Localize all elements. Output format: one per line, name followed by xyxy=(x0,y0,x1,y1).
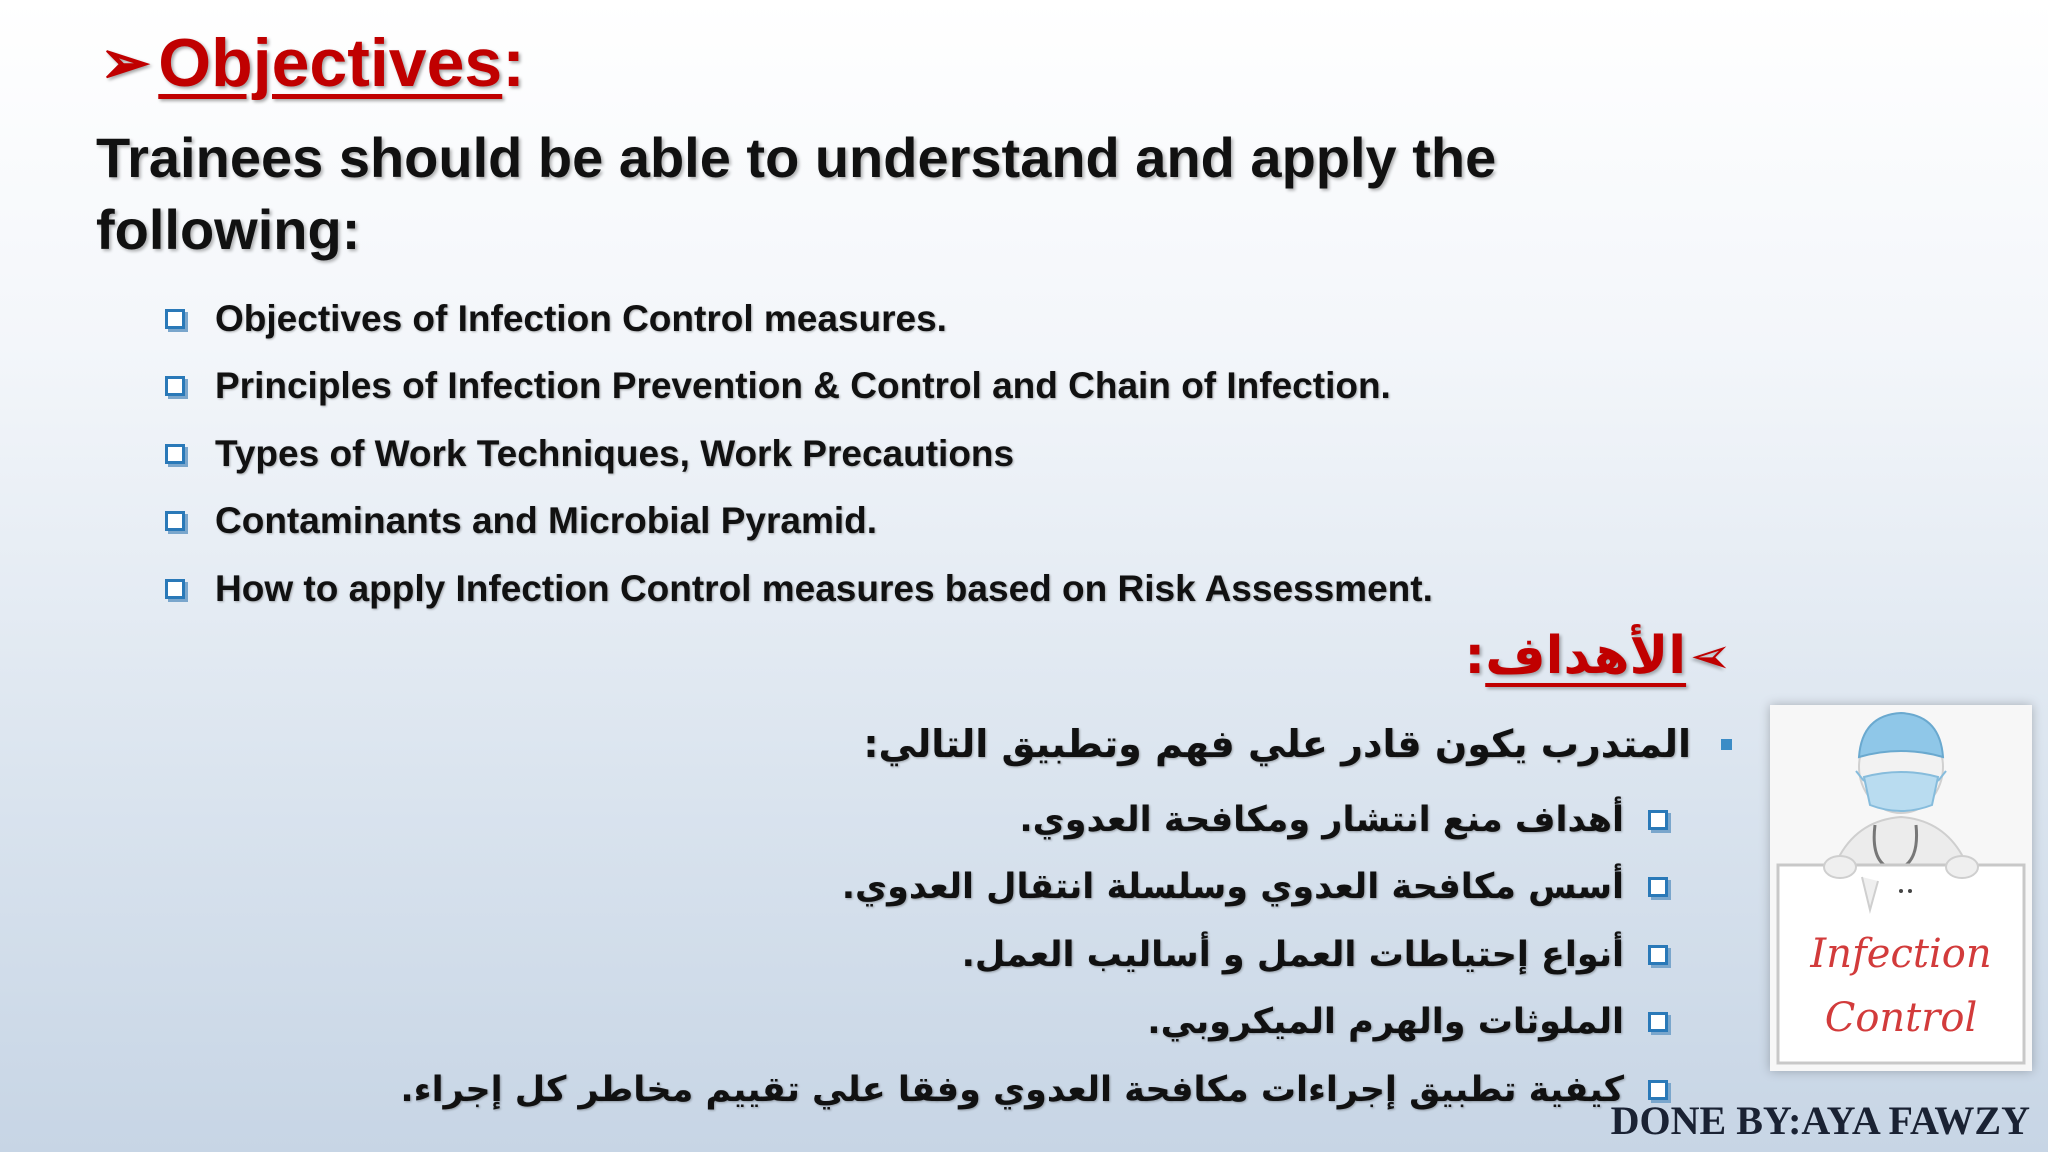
list-item-text: Principles of Infection Prevention & Control and Chain of Infection. xyxy=(215,365,1391,407)
checkbox-bullet-icon xyxy=(165,444,185,464)
arabic-lead xyxy=(863,722,1732,766)
arabic-lead-text: المتدرب يكون قادر علي فهم وتطبيق التالي: xyxy=(863,722,1691,766)
list-item-text: أنواع إحتياطات العمل و أساليب العمل. xyxy=(961,934,1624,975)
square-bullet-icon xyxy=(1721,739,1732,750)
list-item xyxy=(165,420,1433,488)
list-item-text: How to apply Infection Control measures based on Risk Assessment. xyxy=(215,567,1433,609)
arrow-bullet-icon: ➢ xyxy=(100,29,151,96)
checkbox-bullet-icon xyxy=(165,579,185,599)
list-item-text: كيفية تطبيق إجراءات مكافحة العدوي وفقا علي تقييم مخاطر كل إجراء. xyxy=(400,1069,1624,1110)
slide-title xyxy=(100,24,525,102)
arabic-objectives-list xyxy=(400,786,1668,1124)
arabic-title-colon: : xyxy=(1464,626,1486,686)
list-item xyxy=(400,786,1668,854)
list-item-text: أهداف منع انتشار ومكافحة العدوي. xyxy=(1019,799,1624,840)
list-item xyxy=(400,921,1668,989)
checkbox-bullet-icon xyxy=(1648,1012,1668,1032)
list-item xyxy=(165,488,1433,556)
arrow-bullet-icon: ➢ xyxy=(1690,627,1732,685)
arabic-title-text: الأهداف xyxy=(1485,626,1687,686)
list-item-text: Types of Work Techniques, Work Precautions xyxy=(215,432,1015,474)
title-colon: : xyxy=(502,25,525,101)
list-item-text: Contaminants and Microbial Pyramid. xyxy=(215,500,878,542)
list-item xyxy=(165,285,1433,353)
checkbox-bullet-icon xyxy=(1648,810,1668,830)
list-item-text: أسس مكافحة العدوي وسلسلة انتقال العدوي. xyxy=(841,867,1624,908)
list-item xyxy=(400,989,1668,1057)
checkbox-bullet-icon xyxy=(1648,877,1668,897)
subtitle: Trainees should be able to understand and apply the following: xyxy=(96,126,1497,261)
list-item-text: الملوثات والهرم الميكروبي. xyxy=(1147,1002,1624,1043)
checkbox-bullet-icon xyxy=(1648,945,1668,965)
list-item xyxy=(400,1056,1668,1124)
list-item-text: Objectives of Infection Control measures. xyxy=(215,297,947,339)
checkbox-bullet-icon xyxy=(165,376,185,396)
title-text: Objectives xyxy=(158,25,503,101)
illustration-line1: Infection xyxy=(1810,931,1992,977)
list-item xyxy=(400,854,1668,922)
credit-text: DONE BY:AYA FAWZY xyxy=(1610,1098,2030,1143)
arabic-title xyxy=(1464,626,1732,686)
illustration-line2: Control xyxy=(1824,995,1978,1041)
checkbox-bullet-icon xyxy=(165,309,185,329)
checkbox-bullet-icon xyxy=(165,511,185,531)
infection-control-illustration xyxy=(1770,705,2032,1071)
list-item xyxy=(165,555,1433,623)
list-item xyxy=(165,353,1433,421)
english-objectives-list xyxy=(165,285,1433,623)
